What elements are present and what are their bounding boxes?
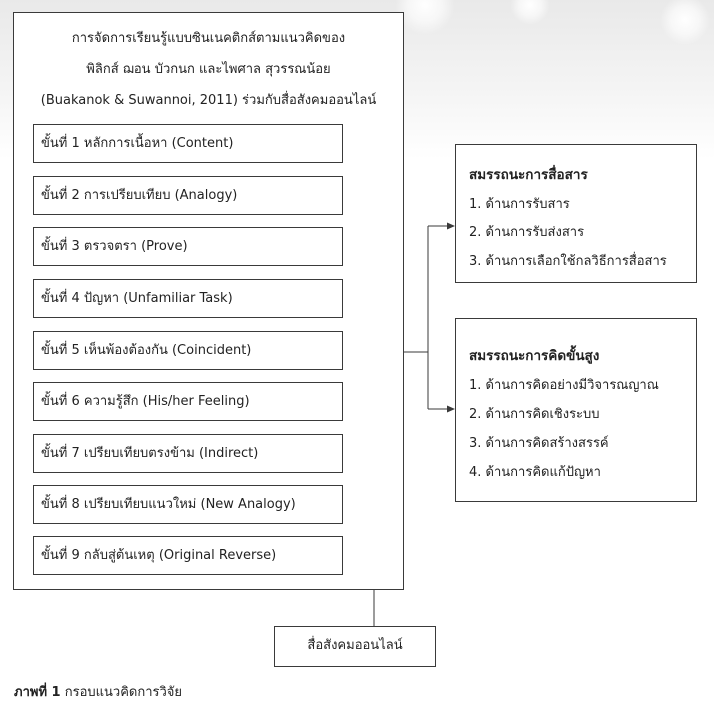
online-media-box [274,626,436,667]
step-4-box: ขั้นที่ 4 ปัญหา (Unfamiliar Task) [33,279,343,318]
online-media-label: สื่อสังคมออนไลน์ [307,638,403,653]
higher-thinking-item-2: 2. ด้านการคิดเชิงระบบ [469,407,600,422]
higher-thinking-item-3: 3. ด้านการคิดสร้างสรรค์ [469,436,609,451]
step-1-box: ขั้นที่ 1 หลักการเนื้อหา (Content) [33,124,343,163]
communication-title: สมรรถนะการสื่อสาร [469,167,588,183]
step-8-box: ขั้นที่ 8 เปรียบเทียบแนวใหม่ (New Analogy) [33,485,343,524]
framework-header-line-1: การจัดการเรียนรู้แบบซินเนคติกส์ตามแนวคิดของ [71,31,346,46]
communication-item-2: 2. ด้านการรับส่งสาร [469,225,585,240]
higher-thinking-title: สมรรถนะการคิดขั้นสูง [469,348,600,364]
figure-caption [14,681,182,702]
step-9-box: ขั้นที่ 9 กลับสู่ต้นเหตุ (Original Reverse) [33,536,343,575]
communication-item-3: 3. ด้านการเลือกใช้กลวิธีการสื่อสาร [469,254,667,269]
step-6-box: ขั้นที่ 6 ความรู้สึก (His/her Feeling) [33,382,343,421]
step-5-box: ขั้นที่ 5 เห็นพ้องต้องกัน (Coincident) [33,331,343,370]
communication-item-1: 1. ด้านการรับสาร [469,197,570,212]
higher-thinking-item-4: 4. ด้านการคิดแก้ปัญหา [469,465,601,480]
synectics-framework-box [13,12,404,590]
framework-header-line-2: พิลิกส์ ฌอน บัวกนก และไพศาล สุวรรณน้อย [86,62,331,77]
framework-header-line-3: (Buakanok & Suwannoi, 2011) ร่วมกับสื่อสังคมออนไลน์ [40,93,377,108]
step-3-box: ขั้นที่ 3 ตรวจตรา (Prove) [33,227,343,266]
communication-competency-box [455,144,697,283]
caption-prefix: ภาพที่ 1 [14,685,61,700]
caption-text: กรอบแนวคิดการวิจัย [60,685,183,700]
higher-thinking-competency-box [455,318,697,502]
step-7-box: ขั้นที่ 7 เปรียบเทียบตรงข้าม (Indirect) [33,434,343,473]
step-2-box: ขั้นที่ 2 การเปรียบเทียบ (Analogy) [33,176,343,215]
higher-thinking-item-1: 1. ด้านการคิดอย่างมีวิจารณญาณ [469,378,659,393]
